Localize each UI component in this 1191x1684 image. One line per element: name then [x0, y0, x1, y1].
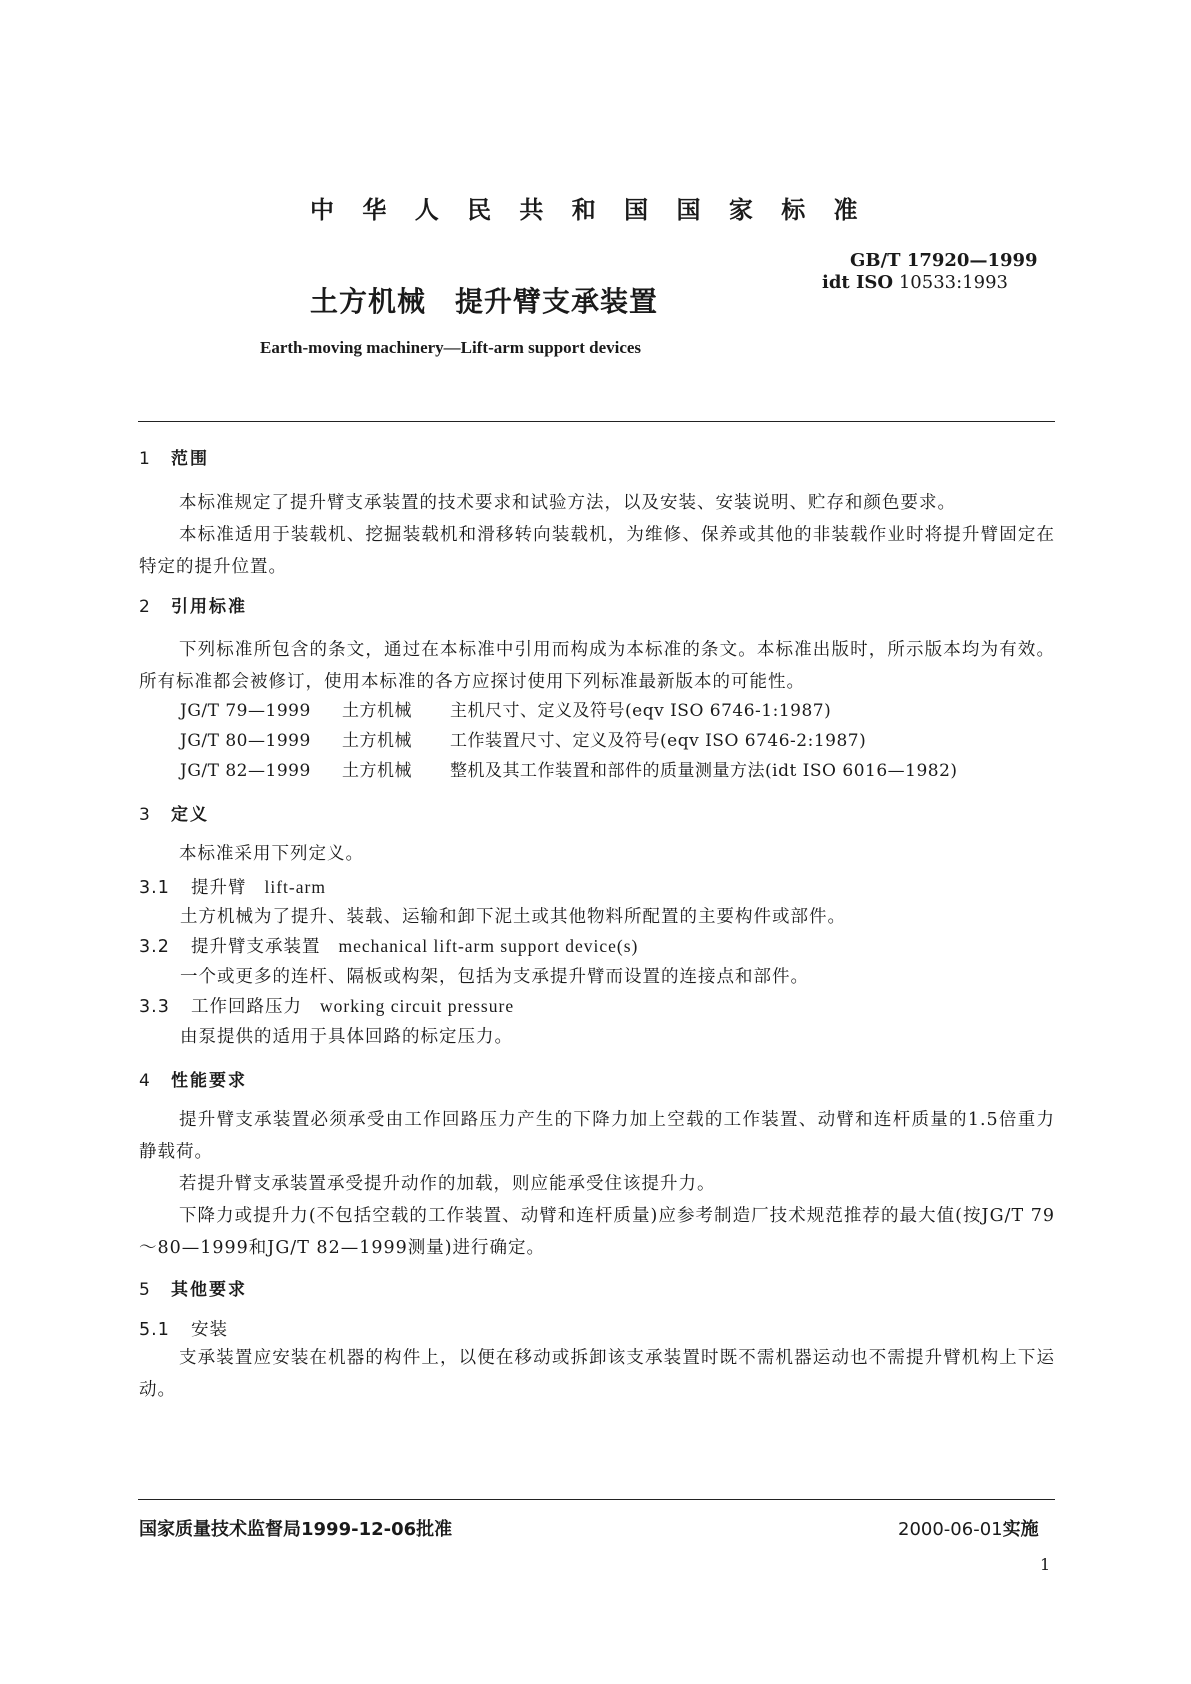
national-standard-heading: 中 华 人 民 共 和 国 国 家 标 准 [310, 196, 868, 224]
standard-code: GB/T 17920—1999 [850, 250, 1038, 271]
idt-iso-number: 10533:1993 [898, 272, 1008, 293]
definition-term: 工作回路压力 [191, 997, 302, 1017]
definition-term-en: mechanical lift-arm support device(s) [338, 936, 639, 956]
paragraph: 下降力或提升力(不包括空载的工作装置、动臂和连杆质量)应参考制造厂技术规范推荐的最大值(按JG/T 79～80—1999和JG/T 82—1999测量)进行确定。 [139, 1206, 1055, 1258]
reference-title: 整机及其工作装置和部件的质量测量方法(idt ISO 6016—1982) [450, 761, 958, 781]
section-number: 4 [139, 1071, 150, 1091]
section-number: 5 [139, 1280, 150, 1300]
reference-title: 工作装置尺寸、定义及符号(eqv ISO 6746-2:1987) [450, 731, 867, 751]
reference-code: JG/T 79—1999 [180, 701, 311, 721]
definition-term-en: working circuit pressure [320, 996, 515, 1016]
reference-code: JG/T 82—1999 [180, 761, 311, 781]
reference-item [180, 696, 831, 721]
reference-title: 主机尺寸、定义及符号(eqv ISO 6746-1:1987) [450, 701, 832, 721]
section-3-heading [139, 800, 209, 825]
definition-text: 土方机械为了提升、装载、运输和卸下泥土或其他物料所配置的主要构件或部件。 [180, 907, 846, 927]
definition-text: 一个或更多的连杆、隔板或构架，包括为支承提升臂而设置的连接点和部件。 [180, 967, 809, 987]
paragraph: 提升臂支承装置必须承受由工作回路压力产生的下降力加上空载的工作装置、动臂和连杆质量的1.5倍重力静载荷。 [139, 1110, 1055, 1162]
definition-number: 3.1 [139, 878, 170, 898]
definition-term: 提升臂 [191, 878, 247, 898]
definition-term-en: lift-arm [264, 877, 326, 897]
paragraph: 支承装置应安装在机器的构件上，以便在移动或拆卸该支承装置时既不需机器运动也不需提升臂机构上下运动。 [139, 1348, 1055, 1400]
definition-number: 3.2 [139, 937, 170, 957]
header-divider [138, 421, 1055, 422]
section-1-heading [139, 444, 209, 469]
section-number: 3 [139, 805, 150, 825]
idt-reference [822, 272, 1008, 293]
section-5-heading [139, 1275, 247, 1300]
definition-number: 3.3 [139, 997, 170, 1017]
effective-date-line [898, 1515, 1039, 1541]
reference-code: JG/T 80—1999 [180, 731, 311, 751]
reference-group: 土方机械 [342, 761, 412, 781]
definition-heading [139, 874, 326, 899]
subsection-heading [139, 1316, 228, 1341]
reference-item [180, 756, 958, 781]
paragraph: 本标准规定了提升臂支承装置的技术要求和试验方法，以及安装、安装说明、贮存和颜色要求。 [179, 493, 956, 513]
reference-item [180, 726, 866, 751]
page-number: 1 [1040, 1555, 1051, 1574]
reference-group: 土方机械 [342, 701, 412, 721]
effective-date: 2000-06-01 [898, 1519, 1003, 1540]
section-2-heading [139, 592, 247, 617]
english-title: Earth-moving machinery—Lift-arm support devices [260, 338, 642, 357]
section-title: 范围 [171, 449, 209, 469]
section-title: 定义 [171, 805, 209, 825]
reference-group: 土方机械 [342, 731, 412, 751]
section-title: 其他要求 [171, 1280, 247, 1300]
section-title: 性能要求 [171, 1071, 247, 1091]
document-title: 土方机械 提升臂支承装置 [310, 285, 659, 318]
definition-term: 提升臂支承装置 [191, 937, 321, 957]
section-number: 2 [139, 597, 150, 617]
effective-label: 实施 [1002, 1519, 1039, 1540]
idt-prefix: idt ISO [822, 272, 894, 293]
paragraph: 本标准适用于装载机、挖掘装载机和滑移转向装载机，为维修、保养或其他的非装载作业时将提升臂固定在特定的提升位置。 [139, 525, 1055, 577]
paragraph: 下列标准所包含的条文，通过在本标准中引用而构成为本标准的条文。本标准出版时，所示版本均为有效。所有标准都会被修订，使用本标准的各方应探讨使用下列标准最新版本的可能性。 [139, 640, 1055, 692]
paragraph: 若提升臂支承装置承受提升动作的加载，则应能承受住该提升力。 [179, 1174, 716, 1194]
section-4-heading [139, 1066, 247, 1091]
subsection-number: 5.1 [139, 1320, 170, 1340]
footer-divider [138, 1499, 1055, 1500]
definition-heading [139, 993, 514, 1018]
definition-heading [139, 933, 638, 958]
section-title: 引用标准 [171, 597, 247, 617]
subsection-title: 安装 [191, 1320, 228, 1340]
paragraph: 本标准采用下列定义。 [179, 844, 364, 864]
section-number: 1 [139, 449, 150, 469]
definition-text: 由泵提供的适用于具体回路的标定压力。 [180, 1027, 513, 1047]
approval-line: 国家质量技术监督局1999-12-06批准 [139, 1519, 453, 1540]
